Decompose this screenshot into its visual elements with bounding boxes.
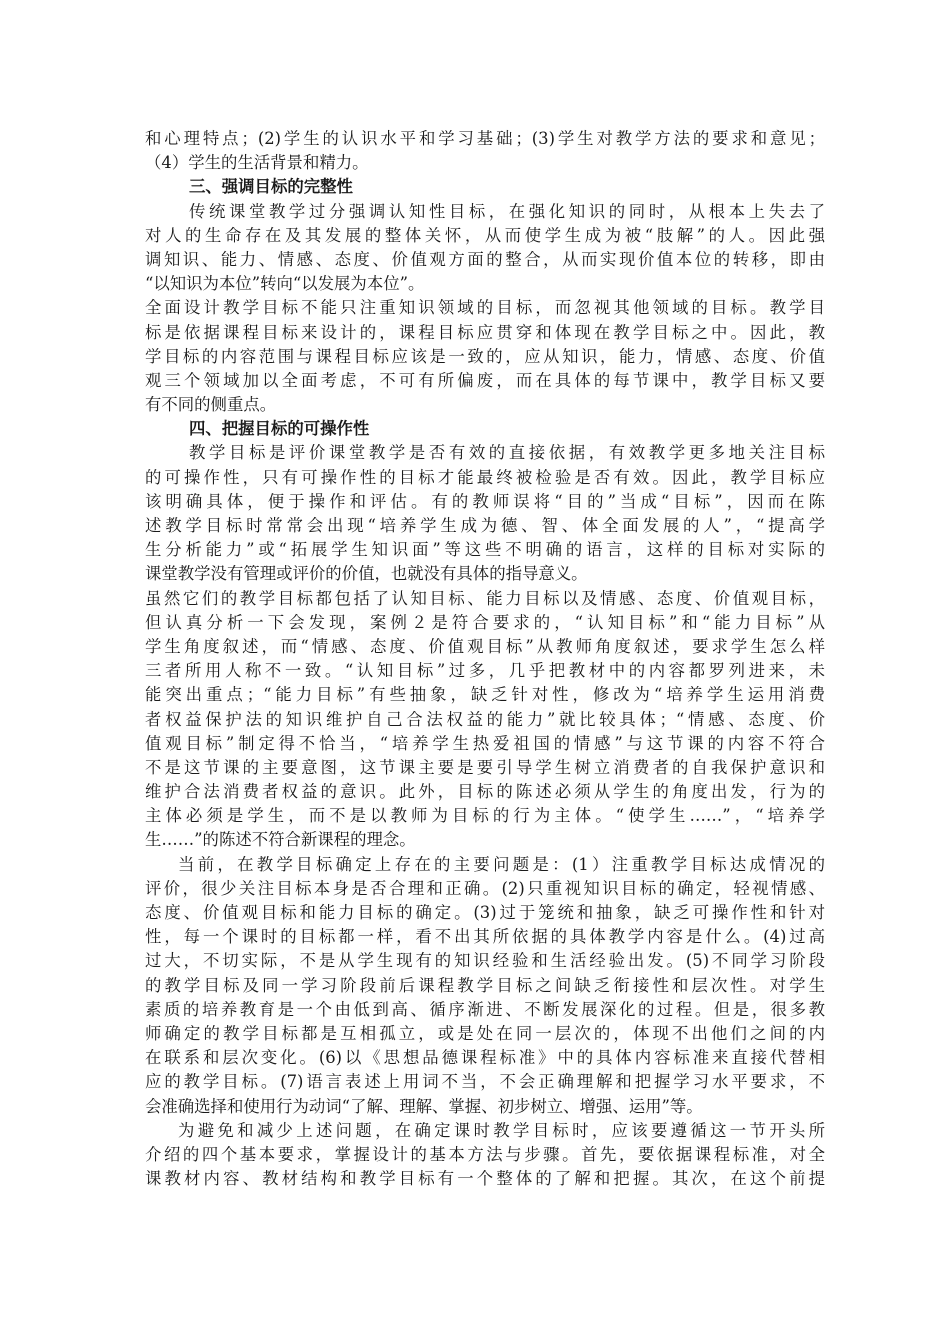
text-line: 当前，在教学目标确定上存在的主要问题是：(1）注重教学目标达成情况的 bbox=[178, 854, 825, 874]
text-line: 素质的培养教育是一个由低到高、循序渐进、不断发展深化的过程。但是，很多教 bbox=[145, 999, 825, 1019]
text-line: 师确定的教学目标都是互相孤立，或是处在同一层次的，体现不出他们之间的内 bbox=[145, 1023, 825, 1043]
text-line: 有不同的侧重点。 bbox=[145, 395, 277, 415]
text-line: 值观目标”制定得不恰当，“培养学生热爱祖国的情感”与这节课的内容不符合 bbox=[145, 733, 825, 753]
text-line: 维护合法消费者权益的意识。此外，目标的陈述必须从学生的角度出发，行为的 bbox=[145, 782, 825, 802]
text-line: 课堂教学没有管理或评价的价值，也就没有具体的指导意义。 bbox=[145, 564, 588, 584]
text-line: 学目标的内容范围与课程目标应该是一致的，应从知识，能力，情感、态度、价值 bbox=[145, 346, 825, 366]
text-line: 和心理特点；(2)学生的认识水平和学习基础；(3)学生对教学方法的要求和意见； bbox=[145, 129, 825, 148]
text-line: 该明确具体，便于操作和评估。有的教师误将“目的”当成“目标”，因而在陈 bbox=[145, 491, 825, 511]
document-page bbox=[145, 127, 825, 1191]
text-line: 会准确选择和使用行为动词“了解、理解、掌握、初步树立、增强、运用”等。 bbox=[145, 1096, 703, 1116]
text-line: 为避免和减少上述问题，在确定课时教学目标时，应该要遵循这一节开头所 bbox=[178, 1120, 825, 1140]
text-line: 生……”的陈述不符合新课程的理念。 bbox=[145, 830, 416, 850]
text-line: 评价，很少关注目标本身是否合理和正确。(2)只重视知识目标的确定，轻视情感、 bbox=[145, 878, 825, 898]
text-line: 性，每一个课时的目标都一样，看不出其所依据的具体教学内容是什么。(4)过高 bbox=[145, 927, 825, 947]
text-line: 态度、价值观目标和能力目标的确定。(3)过于笼统和抽象，缺乏可操作性和针对 bbox=[145, 903, 825, 922]
text-line: 观三个领域加以全面考虑，不可有所偏废，而在具体的每节课中，教学目标又要 bbox=[145, 370, 825, 390]
text-line: 的教学目标及同一学习阶段前后课程教学目标之间缺乏衔接性和层次性。对学生 bbox=[145, 975, 825, 995]
text-line: 全面设计教学目标不能只注重知识领域的目标，而忽视其他领域的目标。教学目 bbox=[145, 298, 825, 318]
text-line: 对人的生命存在及其发展的整体关怀，从而使学生成为被“肢解”的人。因此强 bbox=[145, 225, 825, 245]
text-line: 的可操作性，只有可操作性的目标才能最终被检验是否有效。因此，教学目标应 bbox=[145, 467, 825, 487]
text-line: 过大，不切实际，不是从学生现有的知识经验和生活经验出发。(5)不同学习阶段 bbox=[145, 951, 825, 971]
text-line: 述教学目标时常常会出现“培养学生成为德、智、体全面发展的人”，“提高学 bbox=[145, 516, 825, 535]
section-heading: 四、把握目标的可操作性 bbox=[189, 419, 370, 439]
text-line: “以知识为本位”转向“以发展为本位”。 bbox=[145, 274, 425, 294]
text-line: 但认真分析一下会发现，案例２是符合要求的，“认知目标”和“能力目标”从 bbox=[145, 612, 825, 632]
text-line: 介绍的四个基本要求，掌握设计的基本方法与步骤。首先，要依据课程标准，对全 bbox=[145, 1144, 825, 1164]
text-line: 主体必须是学生，而不是以教师为目标的行为主体。“使学生……”，“培养学 bbox=[145, 806, 825, 826]
text-line: 应的教学目标。(7)语言表述上用词不当，不会正确理解和把握学习水平要求，不 bbox=[145, 1072, 825, 1092]
text-line: 课教材内容、教材结构和教学目标有一个整体的了解和把握。其次，在这个前提 bbox=[145, 1169, 825, 1189]
text-line: 者权益保护法的知识维护自己合法权益的能力”就比较具体；“情感、态度、价 bbox=[145, 709, 825, 729]
text-line: 不是这节课的主要意图，这节课主要是要引导学生树立消费者的自我保护意识和 bbox=[145, 757, 825, 777]
text-line: 生分析能力”或“拓展学生知识面”等这些不明确的语言，这样的目标对实际的 bbox=[145, 540, 825, 560]
text-line: 调知识、能力、情感、态度、价值观方面的整合，从而实现价值本位的转移，即由 bbox=[145, 249, 825, 269]
text-line: 能突出重点；“能力目标”有些抽象，缺乏针对性，修改为“培养学生运用消费 bbox=[145, 685, 825, 705]
text-line: 在联系和层次变化。(6)以《思想品德课程标准》中的具体内容标准来直接代替相 bbox=[145, 1048, 825, 1068]
text-line: 学生角度叙述，而“情感、态度、价值观目标”从教师角度叙述，要求学生怎么样 bbox=[145, 636, 825, 656]
text-line: 三者所用人称不一致。“认知目标”过多，几乎把教材中的内容都罗列进来，未 bbox=[145, 661, 825, 681]
text-line: 传统课堂教学过分强调认知性目标，在强化知识的同时，从根本上失去了 bbox=[189, 201, 825, 221]
text-line: 标是依据课程目标来设计的，课程目标应贯穿和体现在教学目标之中。因此，教 bbox=[145, 322, 825, 342]
section-heading: 三、强调目标的完整性 bbox=[189, 177, 353, 197]
text-line: 教学目标是评价课堂教学是否有效的直接依据，有效教学更多地关注目标 bbox=[189, 443, 825, 463]
text-line: （4）学生的生活背景和精力。 bbox=[145, 153, 369, 173]
text-line: 虽然它们的教学目标都包括了认知目标、能力目标以及情感、态度、价值观目标， bbox=[145, 588, 825, 608]
